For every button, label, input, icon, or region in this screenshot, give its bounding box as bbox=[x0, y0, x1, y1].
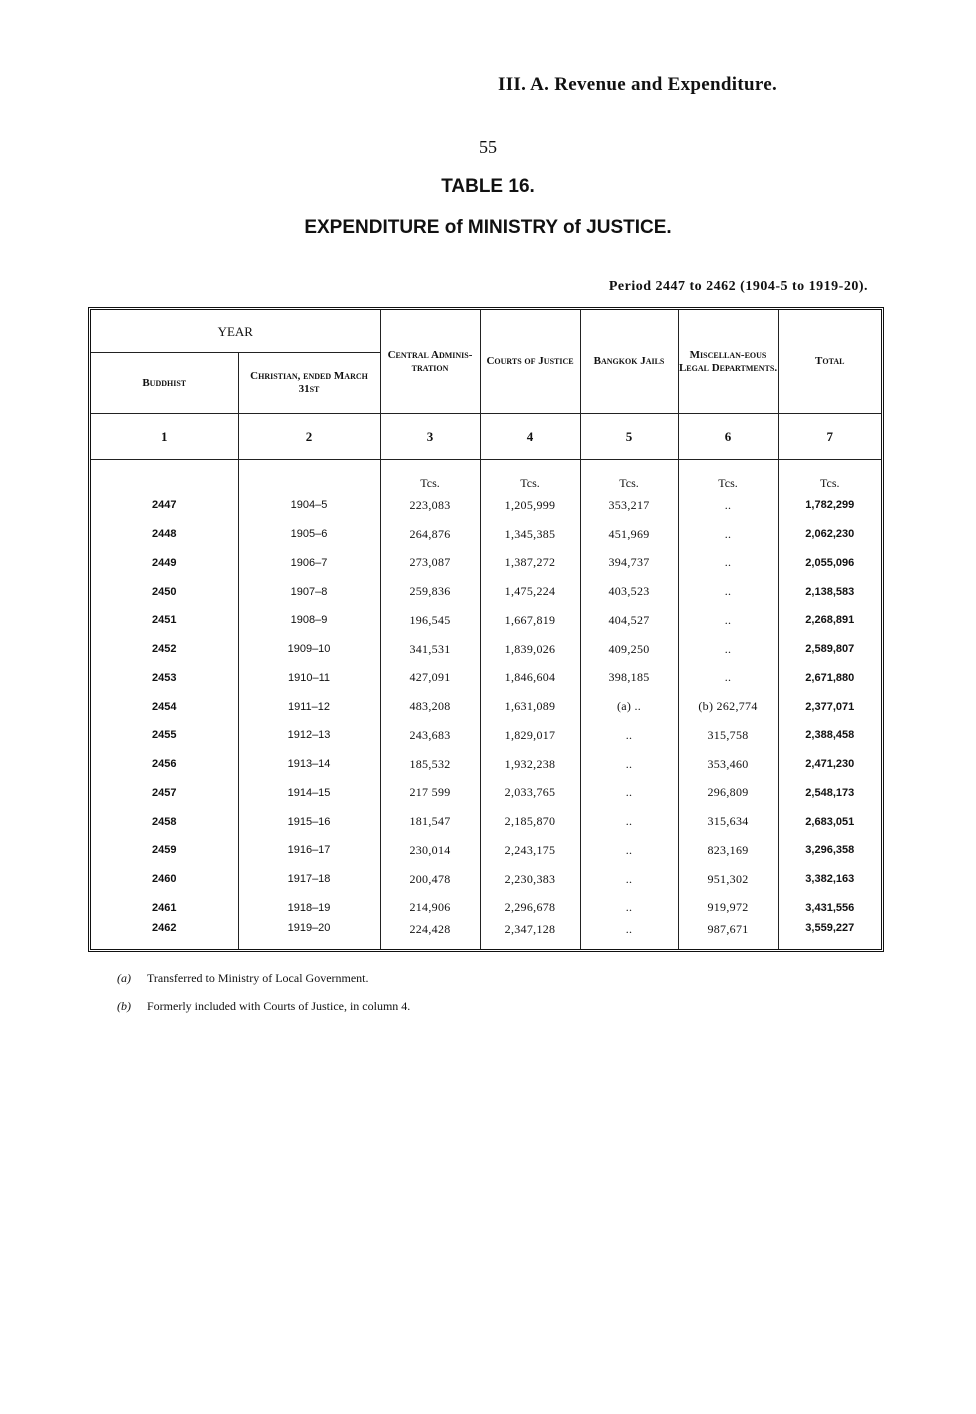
courts-of-justice-cell: 2,243,175 bbox=[480, 836, 580, 865]
bangkok-jails-cell: .. bbox=[580, 865, 678, 894]
table-title: EXPENDITURE of MINISTRY of JUSTICE. bbox=[304, 217, 672, 238]
buddhist-year-cell: 2450 bbox=[152, 585, 177, 598]
courts-of-justice-cell: 2,347,128 bbox=[480, 922, 580, 949]
misc-legal-departments-cell: 823,169 bbox=[678, 836, 778, 865]
christian-header: Christian, ended March 31st bbox=[238, 353, 380, 414]
christian-year-cell: 1919–20 bbox=[238, 922, 380, 949]
central-administration-cell: 273,087 bbox=[380, 549, 480, 578]
central-administration-cell: 185,532 bbox=[380, 750, 480, 779]
misc-legal-departments-cell: 951,302 bbox=[678, 865, 778, 894]
table-row bbox=[91, 807, 881, 836]
total-cell: 2,388,458 bbox=[778, 721, 881, 750]
page-number: 55 bbox=[479, 137, 497, 157]
table-row bbox=[91, 664, 881, 693]
courts-of-justice-cell: 2,230,383 bbox=[480, 865, 580, 894]
total-header: Total bbox=[778, 310, 881, 414]
central-administration-cell: 214,906 bbox=[380, 894, 480, 923]
total-cell: 2,062,230 bbox=[778, 520, 881, 549]
total-cell: 2,138,583 bbox=[778, 577, 881, 606]
footnote-text: Transferred to Ministry of Local Government. bbox=[147, 971, 369, 985]
central-administration-cell: 196,545 bbox=[380, 606, 480, 635]
table-row bbox=[91, 520, 881, 549]
table-row bbox=[91, 894, 881, 923]
buddhist-year-cell: 2458 bbox=[152, 815, 177, 828]
christian-year-cell: 1905–6 bbox=[238, 520, 380, 549]
central-administration-cell: 483,208 bbox=[380, 692, 480, 721]
courts-of-justice-cell: 1,475,224 bbox=[480, 577, 580, 606]
courts-of-justice-cell: 1,932,238 bbox=[480, 750, 580, 779]
total-cell: 2,055,096 bbox=[778, 549, 881, 578]
misc-legal-departments-cell: (b) 262,774 bbox=[678, 692, 778, 721]
table-row bbox=[91, 721, 881, 750]
buddhist-year-cell: 2456 bbox=[152, 758, 177, 771]
misc-legal-departments-cell: .. bbox=[678, 577, 778, 606]
buddhist-year-cell: 2447 bbox=[152, 499, 177, 512]
courts-of-justice-cell: 1,205,999 bbox=[480, 491, 580, 520]
total-cell: 2,548,173 bbox=[778, 779, 881, 808]
total-cell: 2,471,230 bbox=[778, 750, 881, 779]
total-cell: 2,377,071 bbox=[778, 692, 881, 721]
unit-row bbox=[91, 460, 881, 491]
christian-year-cell: 1914–15 bbox=[238, 779, 380, 808]
misc-legal-departments-cell: 315,634 bbox=[678, 807, 778, 836]
table-row bbox=[91, 750, 881, 779]
table-row bbox=[91, 549, 881, 578]
buddhist-year-cell: 2452 bbox=[152, 643, 177, 656]
bangkok-jails-cell: 409,250 bbox=[580, 635, 678, 664]
misc-legal-departments-cell: .. bbox=[678, 491, 778, 520]
footnote-text: Formerly included with Courts of Justice, in column 4. bbox=[147, 999, 411, 1013]
central-administration-cell: 200,478 bbox=[380, 865, 480, 894]
table-row bbox=[91, 836, 881, 865]
christian-year-cell: 1907–8 bbox=[238, 577, 380, 606]
expenditure-table bbox=[91, 310, 881, 949]
column-number: 3 bbox=[380, 414, 480, 460]
bangkok-jails-cell: .. bbox=[580, 807, 678, 836]
column-number: 5 bbox=[580, 414, 678, 460]
buddhist-header: Buddhist bbox=[142, 376, 187, 389]
table-row bbox=[91, 577, 881, 606]
central-administration-cell: 259,836 bbox=[380, 577, 480, 606]
misc-legal-departments-cell: .. bbox=[678, 549, 778, 578]
christian-year-cell: 1909–10 bbox=[238, 635, 380, 664]
total-cell: 3,559,227 bbox=[778, 922, 881, 949]
bangkok-jails-cell: 451,969 bbox=[580, 520, 678, 549]
buddhist-year-cell: 2448 bbox=[152, 528, 177, 541]
total-cell: 3,431,556 bbox=[778, 894, 881, 923]
column-number-row bbox=[91, 414, 881, 460]
christian-year-cell: 1911–12 bbox=[238, 692, 380, 721]
bangkok-jails-cell: 403,523 bbox=[580, 577, 678, 606]
courts-of-justice-cell: 2,185,870 bbox=[480, 807, 580, 836]
christian-year-cell: 1908–9 bbox=[238, 606, 380, 635]
table-number: TABLE 16. bbox=[441, 176, 535, 197]
footnote-mark: (a) bbox=[117, 971, 131, 985]
bangkok-jails-cell: .. bbox=[580, 836, 678, 865]
misc-legal-departments-cell: 987,671 bbox=[678, 922, 778, 949]
misc-legal-departments-cell: .. bbox=[678, 664, 778, 693]
total-cell: 3,296,358 bbox=[778, 836, 881, 865]
unit-label: Tcs. bbox=[380, 460, 480, 491]
unit-label: Tcs. bbox=[778, 460, 881, 491]
footnote-b bbox=[117, 992, 410, 1020]
total-cell: 2,589,807 bbox=[778, 635, 881, 664]
christian-year-cell: 1915–16 bbox=[238, 807, 380, 836]
courts-of-justice-cell: 1,829,017 bbox=[480, 721, 580, 750]
central-administration-header: Central Adminis-tration bbox=[380, 310, 480, 414]
total-cell: 2,671,880 bbox=[778, 664, 881, 693]
bangkok-jails-cell: (a) .. bbox=[580, 692, 678, 721]
table-row bbox=[91, 635, 881, 664]
section-header: III. A. Revenue and Expenditure. bbox=[498, 74, 777, 95]
misc-legal-departments-cell: 315,758 bbox=[678, 721, 778, 750]
footnote-a bbox=[117, 964, 410, 992]
total-cell: 3,382,163 bbox=[778, 865, 881, 894]
bangkok-jails-cell: .. bbox=[580, 922, 678, 949]
column-number: 6 bbox=[678, 414, 778, 460]
total-cell: 2,683,051 bbox=[778, 807, 881, 836]
unit-label: Tcs. bbox=[480, 460, 580, 491]
buddhist-year-cell: 2459 bbox=[152, 844, 177, 857]
central-administration-cell: 224,428 bbox=[380, 922, 480, 949]
buddhist-year-cell: 2449 bbox=[152, 556, 177, 569]
courts-of-justice-cell: 1,345,385 bbox=[480, 520, 580, 549]
central-administration-cell: 230,014 bbox=[380, 836, 480, 865]
year-header: YEAR bbox=[91, 310, 380, 353]
bangkok-jails-cell: .. bbox=[580, 779, 678, 808]
central-administration-cell: 181,547 bbox=[380, 807, 480, 836]
buddhist-year-cell: 2454 bbox=[152, 700, 177, 713]
buddhist-year-cell: 2460 bbox=[152, 873, 177, 886]
central-administration-cell: 264,876 bbox=[380, 520, 480, 549]
bangkok-jails-cell: .. bbox=[580, 721, 678, 750]
table-row bbox=[91, 779, 881, 808]
unit-label: Tcs. bbox=[678, 460, 778, 491]
christian-year-cell: 1912–13 bbox=[238, 721, 380, 750]
christian-year-cell: 1917–18 bbox=[238, 865, 380, 894]
buddhist-year-cell: 2453 bbox=[152, 671, 177, 684]
misc-legal-departments-cell: .. bbox=[678, 606, 778, 635]
christian-year-cell: 1904–5 bbox=[238, 491, 380, 520]
bangkok-jails-cell: 353,217 bbox=[580, 491, 678, 520]
total-cell: 2,268,891 bbox=[778, 606, 881, 635]
column-number: 1 bbox=[91, 414, 238, 460]
courts-of-justice-cell: 1,839,026 bbox=[480, 635, 580, 664]
christian-year-cell: 1910–11 bbox=[238, 664, 380, 693]
column-number: 2 bbox=[238, 414, 380, 460]
period-label: Period 2447 to 2462 (1904-5 to 1919-20). bbox=[608, 279, 868, 294]
total-cell: 1,782,299 bbox=[778, 491, 881, 520]
courts-of-justice-header: Courts of Justice bbox=[480, 310, 580, 414]
bangkok-jails-cell: .. bbox=[580, 750, 678, 779]
misc-legal-departments-cell: 296,809 bbox=[678, 779, 778, 808]
courts-of-justice-cell: 2,033,765 bbox=[480, 779, 580, 808]
central-administration-cell: 223,083 bbox=[380, 491, 480, 520]
column-number: 4 bbox=[480, 414, 580, 460]
footnotes bbox=[117, 964, 410, 1020]
buddhist-year-cell: 2455 bbox=[152, 729, 177, 742]
christian-year-cell: 1906–7 bbox=[238, 549, 380, 578]
courts-of-justice-cell: 1,846,604 bbox=[480, 664, 580, 693]
misc-legal-departments-header: Miscellan-eous Legal Departments. bbox=[678, 310, 778, 414]
unit-label: Tcs. bbox=[580, 460, 678, 491]
table-row bbox=[91, 606, 881, 635]
courts-of-justice-cell: 1,631,089 bbox=[480, 692, 580, 721]
table-row bbox=[91, 692, 881, 721]
buddhist-year-cell: 2461 bbox=[152, 901, 177, 914]
table-row bbox=[91, 922, 881, 949]
christian-year-cell: 1918–19 bbox=[238, 894, 380, 923]
table-row bbox=[91, 491, 881, 520]
column-number: 7 bbox=[778, 414, 881, 460]
bangkok-jails-cell: 404,527 bbox=[580, 606, 678, 635]
courts-of-justice-cell: 1,387,272 bbox=[480, 549, 580, 578]
christian-year-cell: 1913–14 bbox=[238, 750, 380, 779]
central-administration-cell: 243,683 bbox=[380, 721, 480, 750]
footnote-mark: (b) bbox=[117, 999, 131, 1013]
buddhist-year-cell: 2451 bbox=[152, 614, 177, 627]
central-administration-cell: 217 599 bbox=[380, 779, 480, 808]
courts-of-justice-cell: 2,296,678 bbox=[480, 894, 580, 923]
misc-legal-departments-cell: 919,972 bbox=[678, 894, 778, 923]
buddhist-year-cell: 2457 bbox=[152, 786, 177, 799]
bangkok-jails-header: Bangkok Jails bbox=[580, 310, 678, 414]
courts-of-justice-cell: 1,667,819 bbox=[480, 606, 580, 635]
christian-year-cell: 1916–17 bbox=[238, 836, 380, 865]
bangkok-jails-cell: 394,737 bbox=[580, 549, 678, 578]
bangkok-jails-cell: 398,185 bbox=[580, 664, 678, 693]
misc-legal-departments-cell: .. bbox=[678, 635, 778, 664]
bangkok-jails-cell: .. bbox=[580, 894, 678, 923]
buddhist-year-cell: 2462 bbox=[152, 922, 177, 935]
misc-legal-departments-cell: .. bbox=[678, 520, 778, 549]
misc-legal-departments-cell: 353,460 bbox=[678, 750, 778, 779]
expenditure-table-frame bbox=[88, 307, 884, 952]
central-administration-cell: 341,531 bbox=[380, 635, 480, 664]
table-row bbox=[91, 865, 881, 894]
central-administration-cell: 427,091 bbox=[380, 664, 480, 693]
